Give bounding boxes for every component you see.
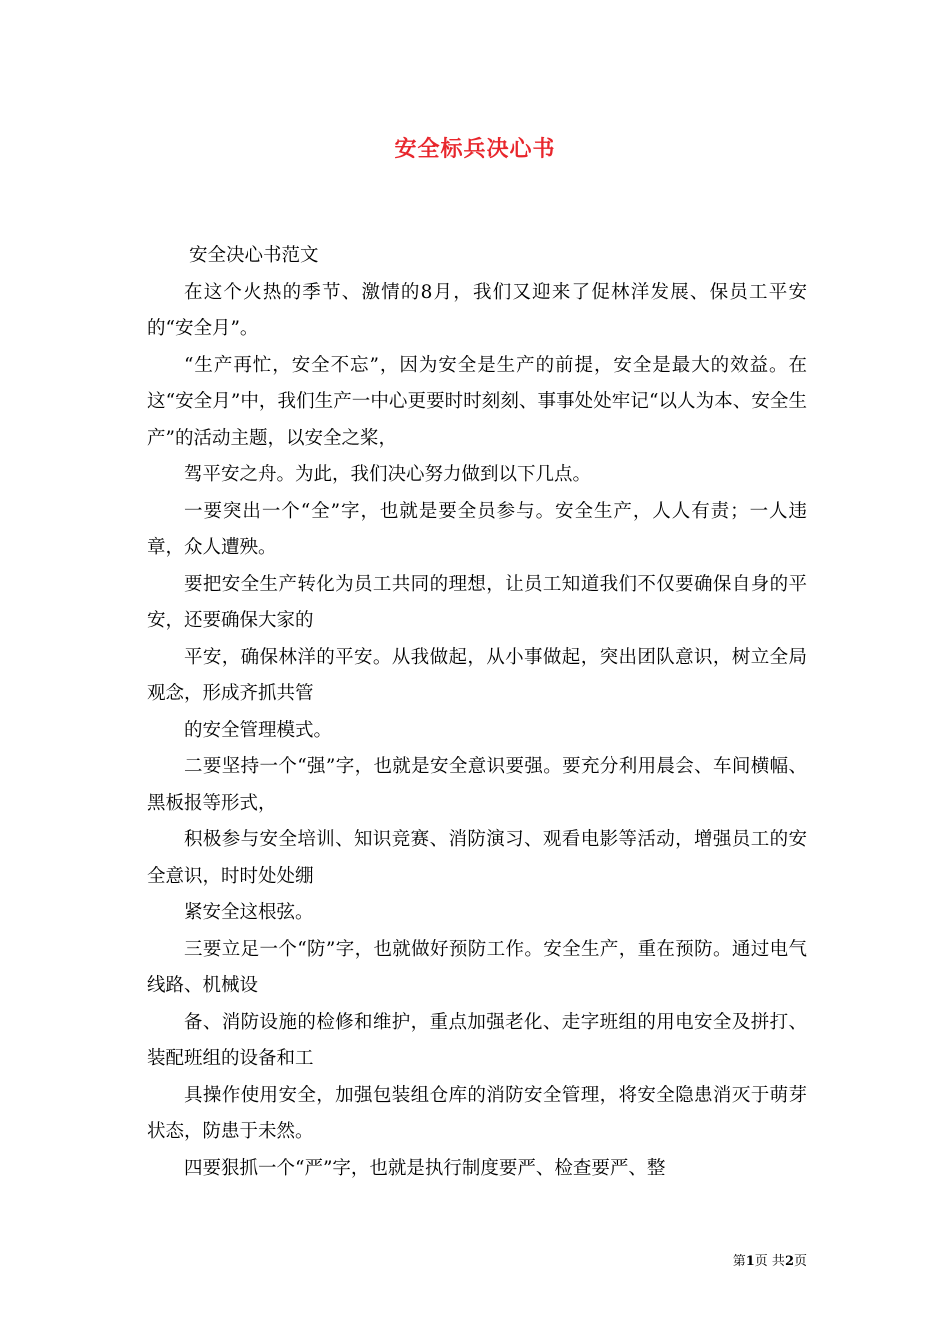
paragraph: 积极参与安全培训、知识竞赛、消防演习、观看电影等活动，增强员工的安全意识，时时处处绷: [147, 829, 807, 887]
paragraph: 二要坚持一个“强”字，也就是安全意识要强。要充分利用晨会、车间横幅、黑板报等形式，: [147, 756, 807, 814]
paragraph: 要把安全生产转化为员工共同的理想，让员工知道我们不仅要确保自身的平安，还要确保大家的: [147, 573, 807, 631]
paragraph: 的安全管理模式。: [184, 719, 333, 741]
document-title: 安全标兵决心书: [394, 137, 556, 162]
paragraph: 三要立足一个“防”字，也就做好预防工作。安全生产，重在预防。通过电气线路、机械设: [147, 938, 807, 996]
paragraph: 四要狠抓一个“严”字，也就是执行制度要严、检查要严、整: [184, 1157, 666, 1179]
footer-prefix: 第: [732, 1254, 746, 1269]
document-body: [147, 238, 807, 1187]
footer-suffix: 页: [793, 1254, 807, 1269]
footer-middle: 页 共: [754, 1254, 785, 1269]
paragraph: 在这个火热的季节、激情的8月，我们又迎来了促林洋发展、保员工平安的“安全月”。: [147, 281, 807, 339]
page-footer: [733, 1250, 807, 1269]
paragraph: 备、消防设施的检修和维护，重点加强老化、走字班组的用电安全及拼打、装配班组的设备和工: [147, 1011, 807, 1069]
paragraph: 具操作使用安全，加强包装组仓库的消防安全管理，将安全隐患消灭于萌芽状态，防患于未然。: [147, 1084, 807, 1142]
paragraph: “生产再忙，安全不忘”，因为安全是生产的前提，安全是最大的效益。在这“安全月”中，我们生产一中心更要时时刻刻、事事处处牢记“以人为本、安全生产”的活动主题，以安全之桨，: [147, 354, 807, 449]
paragraph: 一要突出一个“全”字，也就是要全员参与。安全生产，人人有责；一人违章，众人遭殃。: [147, 500, 807, 558]
footer-total-pages: 2: [784, 1254, 794, 1269]
paragraph: 驾平安之舟。为此，我们决心努力做到以下几点。: [184, 464, 592, 485]
document-subtitle: 安全决心书范文: [189, 245, 319, 266]
footer-page-number: 1: [745, 1254, 755, 1269]
paragraph: 紧安全这根弦。: [184, 902, 314, 923]
paragraph: 平安，确保林洋的平安。从我做起，从小事做起，突出团队意识，树立全局观念，形成齐抓共管: [147, 646, 807, 704]
